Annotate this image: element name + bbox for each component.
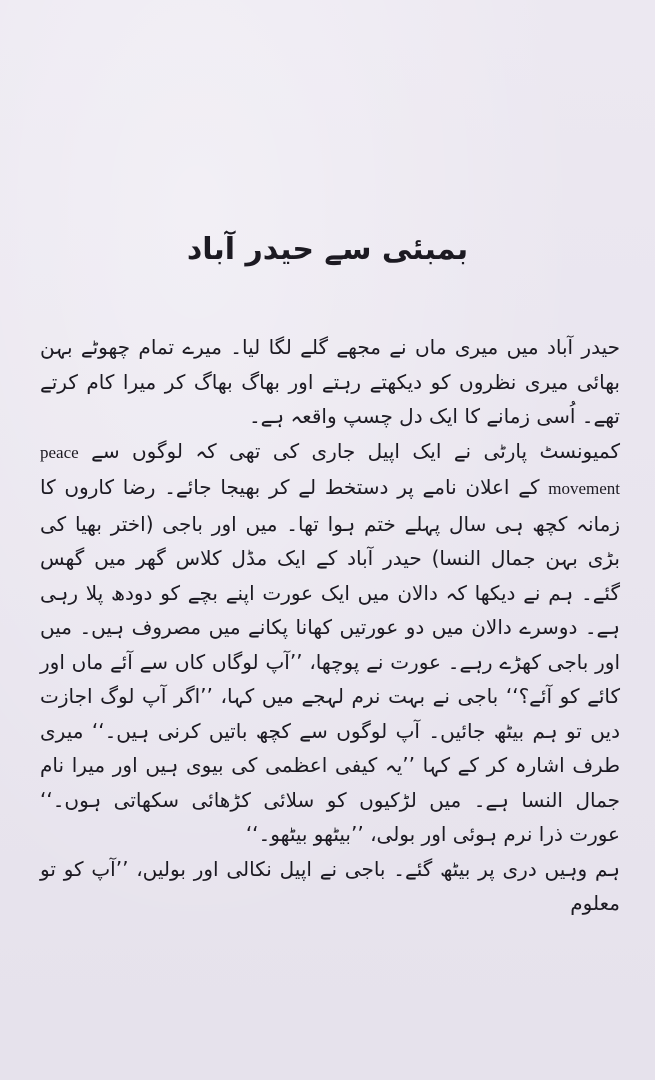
chapter-title: بمبئی سے حیدر آباد (186, 232, 469, 267)
peace-movement-term: peace movement (40, 442, 620, 498)
paragraph-3: ہم وہیں دری پر بیٹھ گئے۔ باجی نے اپیل نکالی اور بولیں، ’’آپ کو تو معلوم (40, 856, 620, 915)
paragraph-1: حیدر آباد میں میری ماں نے مجھے گلے لگا لیا۔ میرے تمام چھوٹے بہن بھائی میری نظروں کو دیکھتے رہتے اور بھاگ بھاگ کر میرا کام کرتے تھے۔ اُسی زمانے کا ایک دل چسپ واقعہ ہے۔ (40, 335, 620, 428)
paragraph-2-before: کمیونسٹ پارٹی نے ایک اپیل جاری کی تھی کہ لوگوں سے (91, 438, 621, 463)
paragraph-2-after: کے اعلان نامے پر دستخط لے کر بھیجا جائے۔ رضا کاروں کا زمانہ کچھ ہی سال پہلے ختم ہوا تھا۔ میں اور باجی (اختر بھیا کی بڑی بہن جمال النسا) حیدر آباد کے ایک مڈل کلاس گھر میں گھس گئے۔ ہم نے دیکھا کہ دالان میں ایک عورت اپنے بچے کو دودھ پلا رہی ہے۔ دوسرے دالان میں دو عورتیں کھانا پکانے میں مصروف ہیں۔ میں اور باجی کھڑے رہے۔ عورت نے پوچھا، ’’آپ لوگاں کاں سے آئے ماں اور کائے کو آئے؟‘‘ باجی نے بہت نرم لہجے میں کہا، ’’اگر آپ لوگ اجازت دیں تو ہم بیٹھ جائیں۔ آپ لوگوں سے کچھ باتیں کرنی ہیں۔‘‘ میری طرف اشارہ کر کے کہا ’’یہ کیفی اعظمی کی بیوی ہیں اور میرا نام جمال النسا ہے۔ میں لڑکیوں کو سلائی کڑھائی سکھاتی ہوں۔‘‘ عورت ذرا نرم ہوئی اور بولی، ’’بیٹھو بیٹھو۔‘‘ (40, 475, 620, 846)
body-text (40, 330, 620, 921)
paragraph-2 (40, 434, 620, 852)
